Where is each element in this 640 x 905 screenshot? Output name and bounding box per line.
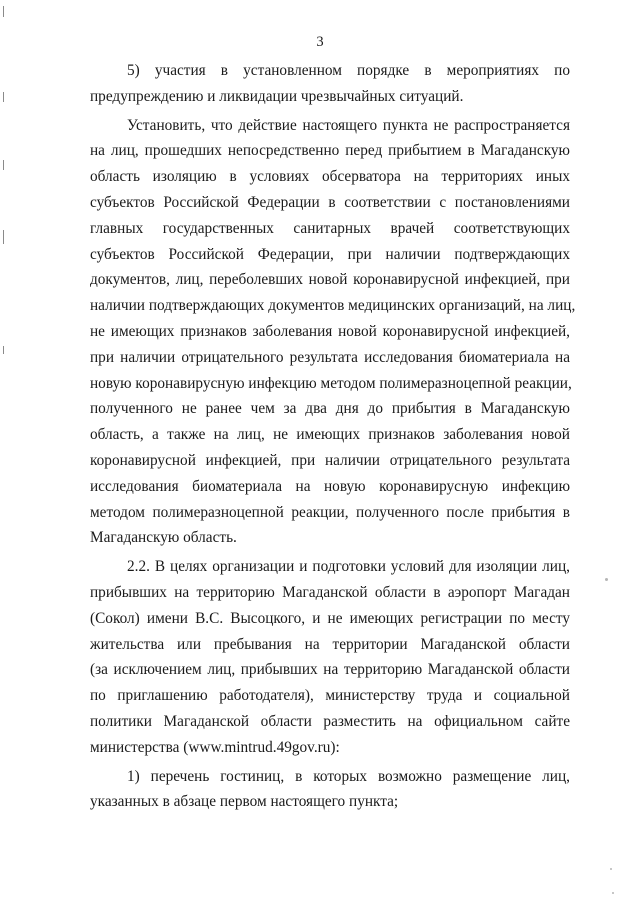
document-body <box>90 58 576 818</box>
text-line: жительства или пребывания на территории Магаданской области <box>90 635 570 653</box>
text-line: министерства (www.mintrud.49gov.ru): <box>90 738 340 756</box>
scan-edge-mark <box>3 346 4 354</box>
paragraph-item-1 <box>90 764 570 816</box>
text-line: Установить, что действие настоящего пункта не распространяется <box>127 116 570 134</box>
scan-edge-mark <box>3 230 4 244</box>
text-line: при наличии отрицательного результата исследования биоматериала на <box>90 348 570 366</box>
text-line: наличии подтверждающих документов медицинских организаций, на лиц, <box>90 297 576 315</box>
scan-edge-mark <box>3 92 4 102</box>
text-line: (за исключением лиц, прибывших на территорию Магаданской области <box>90 661 570 679</box>
text-line: указанных в абзаце первом настоящего пункта; <box>90 793 399 811</box>
scan-edge-mark <box>3 160 4 170</box>
scan-speck <box>612 892 614 894</box>
text-line: главных государственных санитарных врачей соответствующих <box>90 219 570 237</box>
text-line: документов, лиц, переболевших новой коронавирусной инфекцией, при <box>90 271 570 289</box>
text-line: политики Магаданской области разместить на официальном сайте <box>90 712 570 730</box>
scan-edge-mark <box>3 6 4 17</box>
text-line: субъектов Российской Федерации, при наличии подтверждающих <box>90 245 570 263</box>
paragraph-item-5 <box>90 58 570 110</box>
text-line: 1) перечень гостиниц, в которых возможно размещение лиц, <box>127 767 570 785</box>
text-line: прибывших на территорию Магаданской области в аэропорт Магадан <box>90 583 570 601</box>
text-line: субъектов Российской Федерации в соответствии с постановлениями <box>90 193 570 211</box>
text-line: (Сокол) имени В.С. Высоцкого, и не имеющих регистрации по месту <box>90 609 570 627</box>
text-line: на лиц, прошедших непосредственно перед прибытием в Магаданскую <box>90 142 570 160</box>
text-line: 5) участия в установленном порядке в мероприятиях по <box>127 62 570 79</box>
text-line: по приглашению работодателя), министерству труда и социальной <box>90 687 570 705</box>
text-line: область, а также на лиц, не имеющих признаков заболевания новой <box>90 426 570 444</box>
text-line: исследования биоматериала на новую коронавирусную инфекцию <box>90 477 570 495</box>
scan-speck <box>605 578 608 581</box>
paragraph-exception <box>90 113 576 552</box>
text-line: область изоляцию в условиях обсерватора на территориях иных <box>90 168 570 186</box>
text-line: новую коронавирусную инфекцию методом полимеразноцепной реакции, <box>90 374 572 392</box>
page-number: 3 <box>316 34 324 50</box>
scan-speck <box>610 868 612 870</box>
text-line: 2.2. В целях организации и подготовки условий для изоляции лиц, <box>127 558 570 576</box>
text-line: не имеющих признаков заболевания новой коронавирусной инфекцией, <box>90 322 570 340</box>
text-line: предупреждению и ликвидации чрезвычайных ситуаций. <box>90 87 464 105</box>
paragraph-item-2-2 <box>90 554 570 760</box>
text-line: методом полимеразноцепной реакции, полученного после прибытия в <box>90 503 570 521</box>
text-line: коронавирусной инфекцией, при наличии отрицательного результата <box>90 451 570 469</box>
text-line: Магаданскую область. <box>90 529 237 547</box>
text-line: полученного не ранее чем за два дня до прибытия в Магаданскую <box>90 400 570 418</box>
